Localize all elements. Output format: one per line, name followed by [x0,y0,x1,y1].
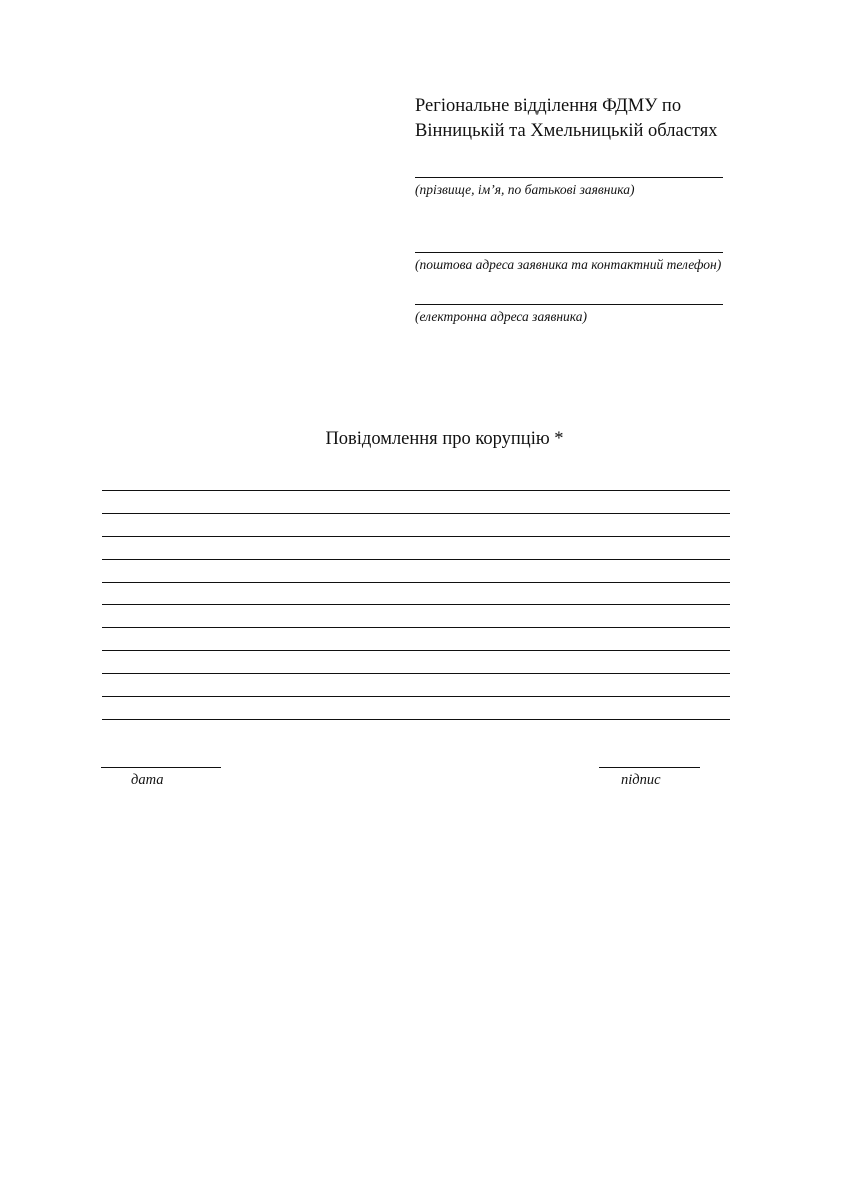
applicant-address-line[interactable] [415,252,723,253]
recipient-block [415,94,815,144]
recipient-line-2: Вінницькій та Хмельницькій областях [415,121,718,141]
report-body-line[interactable] [102,559,730,560]
report-body-line[interactable] [102,582,730,583]
report-body-line[interactable] [102,513,730,514]
report-body-lines[interactable] [102,490,730,742]
signature-field[interactable] [599,767,700,788]
applicant-email-caption: (електронна адреса заявника) [415,309,588,324]
signature-line[interactable] [599,767,700,768]
applicant-email-field[interactable] [415,304,815,325]
report-body-line[interactable] [102,719,730,720]
report-body-line[interactable] [102,696,730,697]
applicant-name-caption: (прізвище, ім’я, по батькові заявника) [415,182,635,197]
report-body-line[interactable] [102,673,730,674]
signature-label: підпис [621,772,661,788]
document-title: Повідомлення про корупцію * [325,429,564,449]
applicant-name-line[interactable] [415,177,723,178]
applicant-email-line[interactable] [415,304,723,305]
date-label: дата [131,772,164,788]
report-body-line[interactable] [102,490,730,491]
recipient-line-1: Регіональне відділення ФДМУ по [415,96,682,116]
report-body-line[interactable] [102,604,730,605]
date-field[interactable] [101,767,221,788]
report-body-line[interactable] [102,627,730,628]
report-body-line[interactable] [102,650,730,651]
applicant-address-field[interactable] [415,252,815,273]
report-body-line[interactable] [102,536,730,537]
applicant-address-caption: (поштова адреса заявника та контактний телефон) [415,257,722,272]
date-line[interactable] [101,767,221,768]
applicant-name-field[interactable] [415,177,815,198]
